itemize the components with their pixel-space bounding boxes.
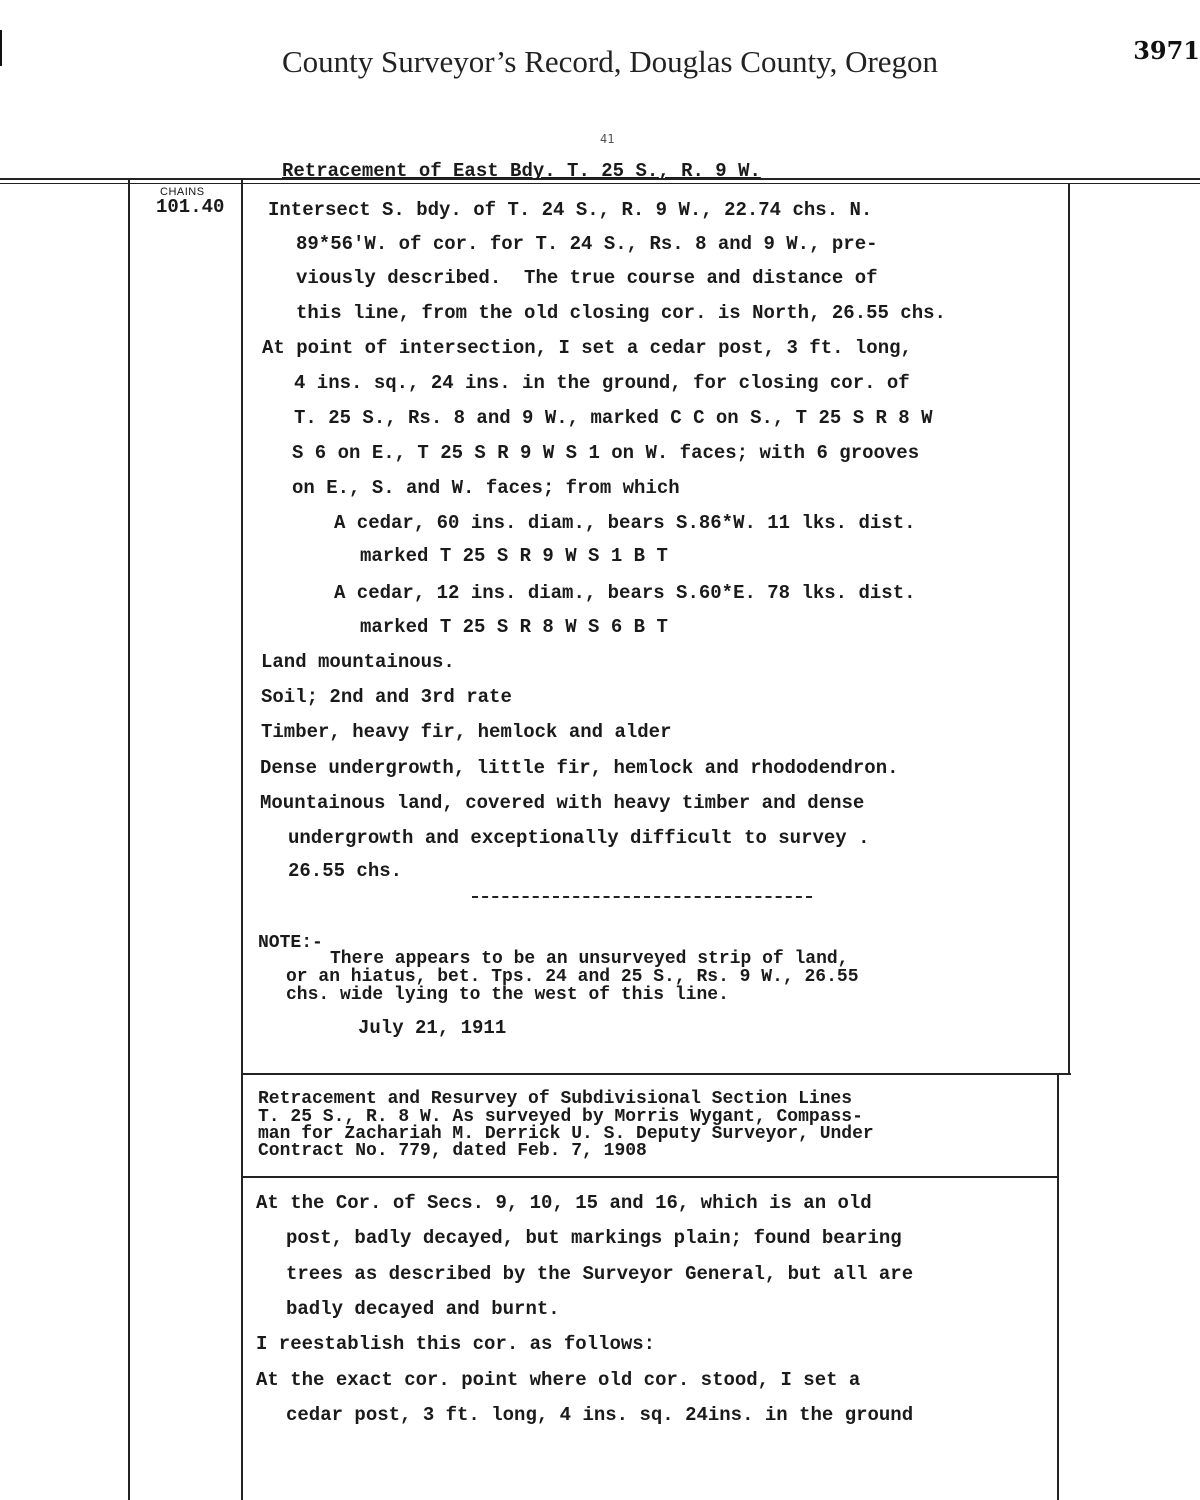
column-rule-right-upper: [1068, 183, 1070, 1073]
table-top-rule-2: [0, 183, 1200, 184]
column-rule-chains: [241, 180, 243, 1500]
page-header-title: County Surveyor’s Record, Douglas County, Oregon: [281, 44, 939, 79]
record-line: Land mountainous.: [261, 651, 455, 673]
record-line: S 6 on E., T 25 S R 9 W S 1 on W. faces; with 6 grooves: [292, 442, 920, 464]
record-line: marked T 25 S R 8 W S 6 B T: [360, 616, 668, 638]
record-line: trees as described by the Surveyor General, but all are: [286, 1263, 914, 1285]
note-line: chs. wide lying to the west of this line.: [286, 985, 729, 1005]
record-line: 4 ins. sq., 24 ins. in the ground, for closing cor. of: [294, 372, 910, 394]
section2-heading-line: man for Zachariah M. Derrick U. S. Deputy Surveyor, Under: [258, 1124, 874, 1144]
note-line: There appears to be an unsurveyed strip of land,: [330, 949, 849, 969]
record-line: Timber, heavy fir, hemlock and alder: [261, 721, 672, 743]
note-label: NOTE:-: [258, 933, 323, 953]
record-line: viously described. The true course and distance of: [296, 267, 878, 289]
record-line: marked T 25 S R 9 W S 1 B T: [360, 545, 668, 567]
record-line: A cedar, 12 ins. diam., bears S.60*E. 78 lks. dist.: [334, 582, 916, 604]
section-divider-2: [241, 1176, 1059, 1178]
record-line: on E., S. and W. faces; from which: [292, 477, 680, 499]
section2-heading-line: T. 25 S., R. 8 W. As surveyed by Morris Wygant, Compass-: [258, 1107, 863, 1127]
dashed-separator: [472, 896, 812, 898]
note-date: July 21, 1911: [358, 1017, 507, 1039]
record-line: I reestablish this cor. as follows:: [256, 1333, 656, 1355]
record-line: 89*56'W. of cor. for T. 24 S., Rs. 8 and 9 W., pre-: [296, 233, 878, 255]
column-rule-left: [128, 180, 130, 1500]
handwritten-mark: 41: [600, 132, 615, 146]
chains-value: 101.40: [156, 196, 225, 218]
page-number: 3971: [1133, 36, 1200, 65]
section2-heading-line: Retracement and Resurvey of Subdivisional Section Lines: [258, 1089, 853, 1109]
record-line: At the exact cor. point where old cor. stood, I set a: [256, 1369, 861, 1391]
record-line: undergrowth and exceptionally difficult to survey .: [288, 827, 870, 849]
record-line: Soil; 2nd and 3rd rate: [261, 686, 512, 708]
record-line: badly decayed and burnt.: [286, 1298, 560, 1320]
record-line: Mountainous land, covered with heavy timber and dense: [260, 792, 865, 814]
chains-column-label: CHAINS: [160, 186, 205, 198]
section-title: Retracement of East Bdy. T. 25 S., R. 9 W.: [282, 160, 761, 182]
record-line: A cedar, 60 ins. diam., bears S.86*W. 11 lks. dist.: [334, 512, 916, 534]
record-line: post, badly decayed, but markings plain; found bearing: [286, 1227, 902, 1249]
note-line: or an hiatus, bet. Tps. 24 and 25 S., Rs. 9 W., 26.55: [286, 967, 859, 987]
record-line: Intersect S. bdy. of T. 24 S., R. 9 W., 22.74 chs. N.: [268, 199, 873, 221]
record-line: Dense undergrowth, little fir, hemlock and rhododendron.: [260, 757, 899, 779]
section2-heading-line: Contract No. 779, dated Feb. 7, 1908: [258, 1141, 647, 1161]
record-line: At the Cor. of Secs. 9, 10, 15 and 16, which is an old: [256, 1192, 872, 1214]
record-line: 26.55 chs.: [288, 860, 403, 882]
record-line: At point of intersection, I set a cedar post, 3 ft. long,: [262, 337, 912, 359]
column-rule-right-lower: [1057, 1075, 1059, 1500]
record-line: cedar post, 3 ft. long, 4 ins. sq. 24ins. in the ground: [286, 1404, 914, 1426]
record-line: this line, from the old closing cor. is North, 26.55 chs.: [296, 302, 946, 324]
record-line: T. 25 S., Rs. 8 and 9 W., marked C C on S., T 25 S R 8 W: [294, 407, 933, 429]
section-divider-1: [241, 1073, 1071, 1075]
